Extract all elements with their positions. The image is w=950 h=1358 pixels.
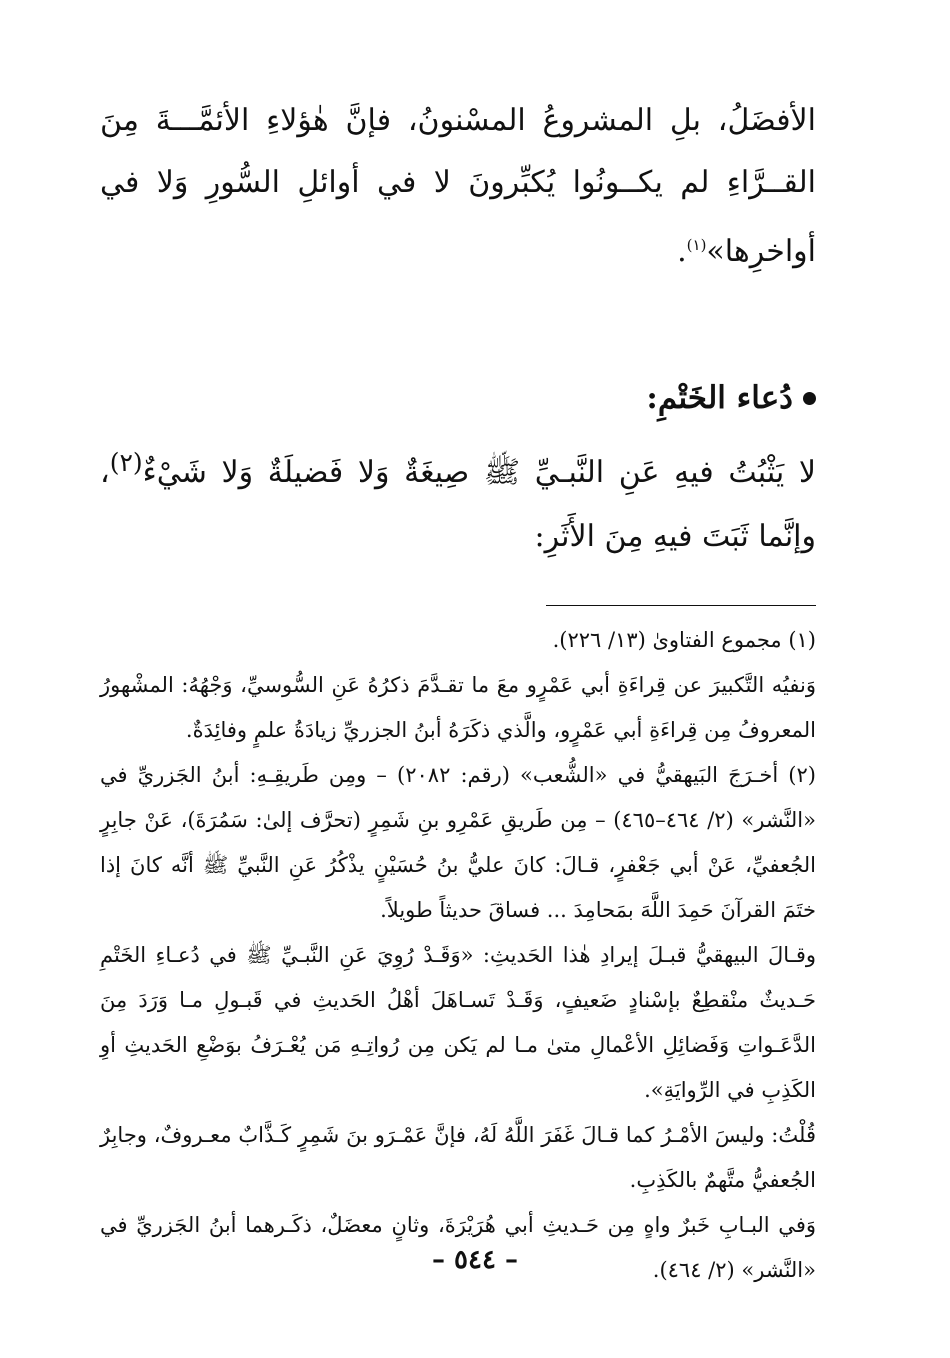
footnote-2-comment: قُلْتُ: وليسَ الأمْـرُ كما قـالَ غَفَرَ اللَّهُ لَهُ، فإنَّ عَمْـرَو بنَ شَمِرٍ كَـذَّابٌ معـروفٌ، وجابِرٌ الجُعفيُّ متَّهمٌ بالكَذِبِ. — [100, 1123, 816, 1192]
section-body-text-2: ، وإنَّما ثَبَتَ فيهِ مِنَ الأَثَرِ: — [100, 455, 816, 554]
footnotes — [100, 618, 816, 1293]
section-heading-text: دُعاء الخَتْمِ: — [646, 380, 793, 416]
page-number: – ٥٤٤ – — [431, 1245, 519, 1275]
footnote-2-source: (٢) أخـرَجَ البَيهقيُّ في «الشُّعب» (رقم: ٢٠٨٢) – ومِن طَريقِـهِ: أبنُ الجَزريِّ في «النَّشر» (٢/ ٤٦٤–٤٦٥) – مِن طَريقِ عَمْرِو بنِ شَمِرٍ (تحرَّف إلىٰ: سَمُرَةَ)، عَنْ جابِرٍ الجُعفيِّ، عَنْ أبي جَعْفرٍ، قـالَ: كانَ عليُّ بنُ حُسَيْنٍ يذْكُرُ عَنِ النَّبيِّ ﷺ أنَّه كانَ إذا ختَمَ القرآنَ حَمِدَ اللَّهَ بمَحامِدَ ... فساقَ حديثاً طويلاً. — [100, 763, 816, 922]
main-paragraph — [100, 90, 816, 283]
main-paragraph-text: الأفضَلُ، بلِ المشروعُ المسْنونُ، فإنَّ هٰؤلاءِ الأئمَّـــةَ مِنَ القــرَّاءِ لم يكــونُوا يُكبِّرونَ لا في أوائلِ السُّورِ وَلا في أواخرِها» — [100, 103, 816, 269]
footnote-2-other-reports: وَفي البـابِ خَبرٌ واهٍ مِن حَـديثِ أبي هُرَيْرَةَ، وثانٍ معضَلٌ، ذكَـرهما أبنُ الجَزريِّ في «النَّشر» (٢/ ٤٦٤). — [100, 1213, 816, 1282]
section-heading — [100, 373, 816, 423]
page-content — [100, 90, 816, 1293]
bullet-icon — [803, 392, 816, 405]
footnote-ref-1[interactable]: (١) — [686, 236, 707, 254]
footnote-ref-2[interactable]: (٢) — [109, 448, 143, 477]
main-paragraph-end: . — [677, 234, 687, 269]
footnote-2-bayhaqi-quote: وقـالَ البيهقيُّ قبـلَ إيرادِ هٰذا الحَديثِ: «وَقَـدْ رُوِيَ عَنِ النَّبـيِّ ﷺ في دُعـاءِ الخَتْمِ حَـديثٌ منْقطِعٌ بإسْنادٍ ضَعيفٍ، وَقَـدْ تَسـاهَلَ أهْلُ الحَديثِ في قَبـولِ مـا وَرَدَ مِنَ الدَّعَـواتِ وَفَضائِلِ الأعْمالِ متىٰ مـا لم يَكن مِن رُواتِـهِ مَن يُعْـرَفُ بوَضْعِ الحَديثِ أوِ الكَذِبِ في الرِّوايَةِ». — [100, 943, 816, 1102]
section-body-text-1: لا يَثْبُتُ فيهِ عَنِ النَّبـيِّ ﷺ صِيغَةٌ وَلا فَضيلَةٌ وَلا شَيْءٌ — [142, 455, 816, 490]
section-body — [100, 431, 816, 569]
footnote-divider — [546, 605, 816, 606]
footnote-1-comment: وَنفيُه التَّكبيرَ عن قِراءَةِ أبي عَمْرٍو معَ ما تقـدَّمَ ذكرُهُ عَنِ السُّوسيِّ، وَجْهُهُ: المشْهورُ المعروفُ مِن قِراءَةِ أبي عَمْرٍو، والَّذي ذكَرَهُ أبنُ الجزريِّ زيادَةُ علمٍ وفائِدَةٌ. — [100, 673, 816, 742]
footnote-1-citation: (١) مجموع الفتاوىٰ (١٣/ ٢٢٦). — [552, 628, 816, 652]
